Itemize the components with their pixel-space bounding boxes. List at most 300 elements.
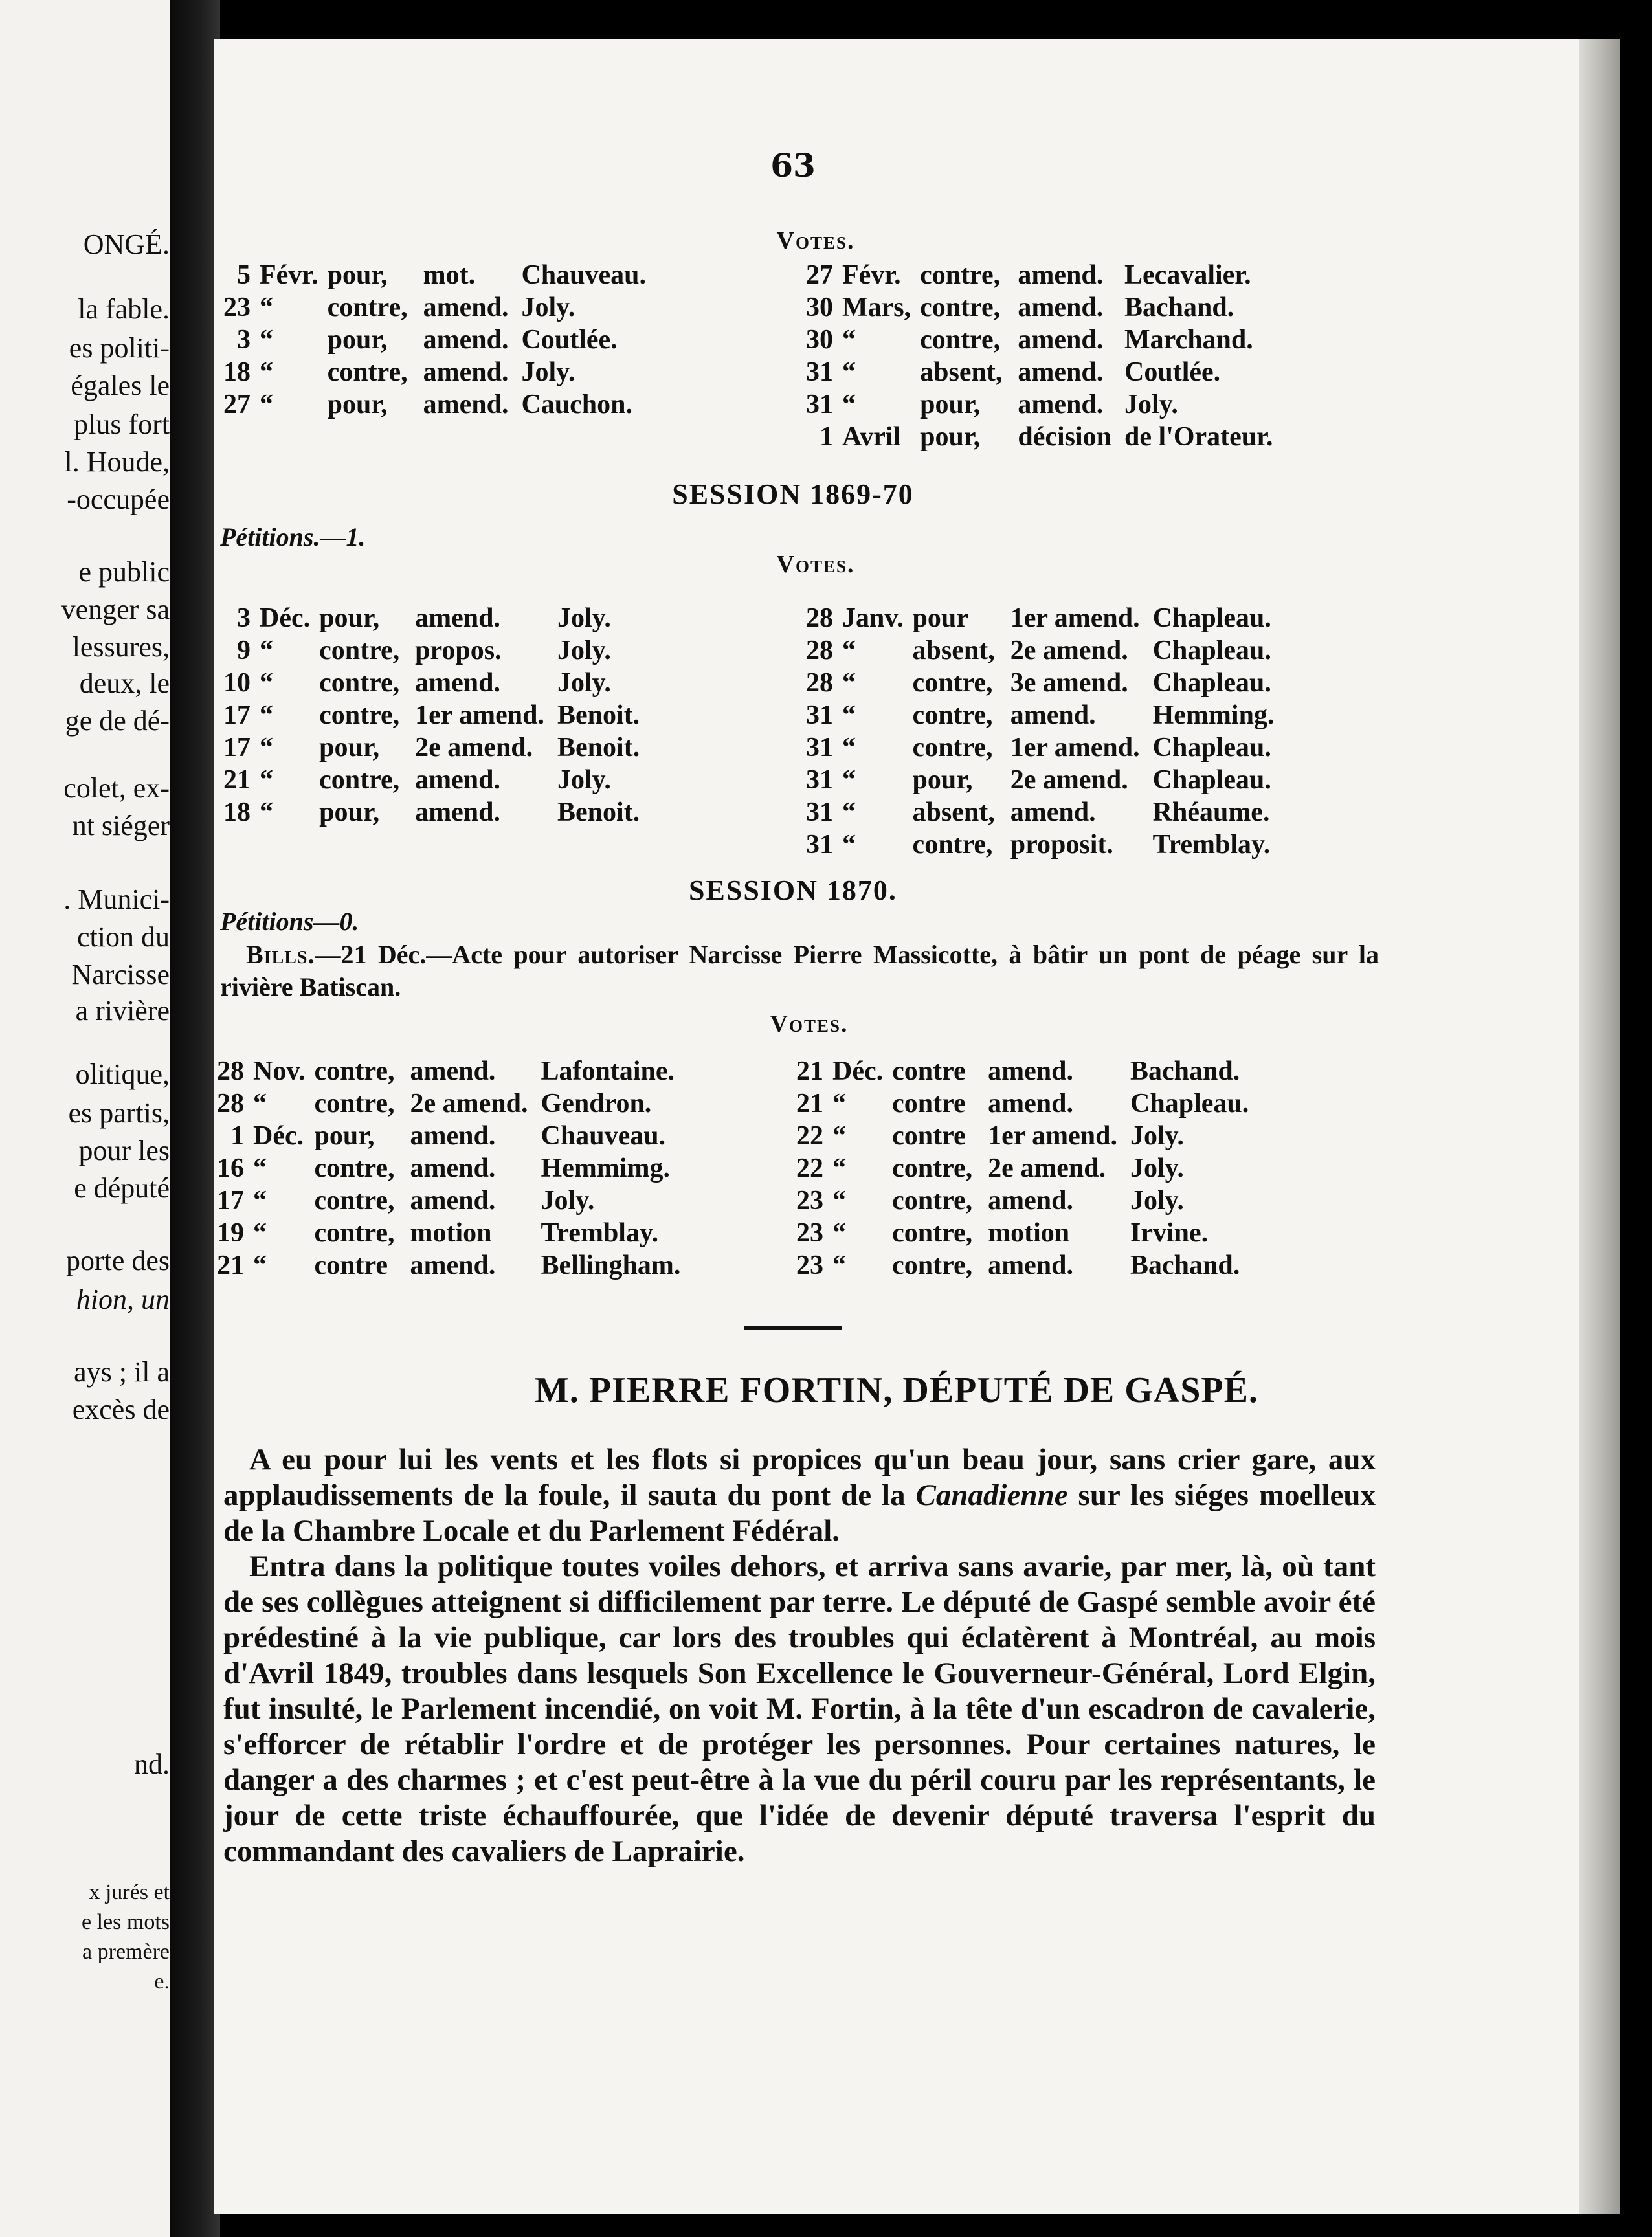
left-page-line: es partis, (68, 1097, 170, 1129)
left-page-line: . Munici- (63, 884, 170, 915)
vote-member: Chapleau. (1152, 733, 1271, 762)
vote-day: 31 (806, 733, 833, 762)
vote-day: 19 (217, 1218, 244, 1248)
left-page-line: e les mots (82, 1910, 170, 1934)
vote-row (806, 324, 1273, 356)
vote-row (806, 356, 1273, 388)
vote-row (806, 796, 1274, 829)
vote-motion: 1er amend. (1010, 603, 1140, 633)
vote-motion: amend. (410, 1186, 496, 1216)
vote-month: “ (842, 357, 856, 387)
vote-row (806, 699, 1274, 731)
votes-table-right (806, 602, 1274, 861)
left-page-line: olitique, (75, 1058, 170, 1090)
vote-row (223, 356, 646, 388)
vote-motion: amend. (1018, 325, 1104, 355)
vote-month: “ (253, 1251, 267, 1280)
vote-member: Marchand. (1124, 325, 1253, 355)
vote-motion: amend. (410, 1056, 496, 1086)
vote-month: Déc. (260, 603, 311, 633)
vote-value: contre, (920, 325, 1001, 355)
vote-value: contre, (314, 1153, 395, 1183)
vote-month: “ (260, 325, 273, 355)
vote-month: “ (260, 733, 273, 762)
left-page-line: plus fort (74, 408, 170, 440)
vote-row (223, 764, 640, 796)
vote-row (806, 829, 1274, 861)
vote-member: Coutlée. (1124, 357, 1221, 387)
vote-month: “ (260, 668, 273, 698)
vote-member: Gendron. (541, 1089, 652, 1118)
paragraph-text: A eu pour lui les vents et les flots si propices qu'un beau jour, sans crier gare, aux applaudissements de la foule, il sauta du pont de la (223, 1443, 1376, 1512)
vote-member: Bellingham. (541, 1251, 681, 1280)
vote-motion: amend. (410, 1153, 496, 1183)
vote-month: Nov. (253, 1056, 306, 1086)
left-page-line: a rivière (75, 995, 170, 1027)
vote-row (223, 388, 646, 421)
vote-day: 1 (230, 1121, 244, 1151)
vote-motion: amend. (1018, 293, 1104, 322)
vote-row (796, 1249, 1249, 1282)
vote-day: 28 (217, 1089, 244, 1118)
vote-day: 17 (217, 1186, 244, 1216)
vote-row (223, 324, 646, 356)
ship-name: Canadienne (915, 1478, 1068, 1512)
vote-motion: 2e amend. (1010, 765, 1128, 795)
vote-month: “ (842, 765, 856, 795)
vote-value: contre, (314, 1089, 395, 1118)
left-page-line: e public (78, 556, 170, 588)
vote-value: contre, (319, 700, 400, 730)
left-page-line: excès de (72, 1394, 170, 1425)
vote-month: “ (842, 733, 856, 762)
vote-month: “ (253, 1218, 267, 1248)
vote-member: Chapleau. (1130, 1089, 1249, 1118)
vote-day: 31 (806, 390, 833, 419)
vote-value: contre, (920, 293, 1001, 322)
vote-day: 27 (806, 260, 833, 290)
vote-month: Déc. (253, 1121, 304, 1151)
votes-table-left (223, 602, 640, 829)
vote-value: contre, (314, 1186, 395, 1216)
vote-day: 31 (806, 700, 833, 730)
vote-member: Irvine. (1130, 1218, 1209, 1248)
vote-value: contre, (912, 830, 993, 860)
vote-member: Tremblay. (541, 1218, 659, 1248)
vote-value: contre, (327, 293, 408, 322)
vote-motion: amend. (415, 668, 500, 698)
vote-member: Bachand. (1124, 293, 1234, 322)
left-page-line: ction du (77, 921, 170, 953)
left-page-line: pour les (78, 1135, 170, 1166)
vote-value: pour, (314, 1121, 375, 1151)
vote-month: “ (253, 1153, 267, 1183)
vote-month: “ (842, 325, 856, 355)
vote-member: Chapleau. (1152, 603, 1271, 633)
vote-row (806, 764, 1274, 796)
vote-value: contre, (892, 1218, 973, 1248)
vote-member: Joly. (557, 603, 611, 633)
vote-member: Joly. (1124, 390, 1178, 419)
biography-text (223, 1442, 1376, 1869)
vote-motion: amend. (423, 293, 509, 322)
vote-member: Benoit. (557, 733, 640, 762)
left-page-line: nd. (134, 1748, 170, 1780)
vote-row (217, 1055, 680, 1087)
vote-motion: amend. (415, 765, 500, 795)
vote-row (806, 634, 1274, 667)
vote-row (223, 259, 646, 291)
vote-value: absent, (912, 797, 995, 827)
vote-motion: amend. (988, 1186, 1073, 1216)
left-page-line: Narcisse (71, 959, 170, 990)
vote-month: “ (832, 1089, 846, 1118)
vote-day: 18 (223, 357, 251, 387)
vote-day: 16 (217, 1153, 244, 1183)
vote-motion: amend. (415, 797, 500, 827)
vote-day: 31 (806, 357, 833, 387)
votes-heading: Votes. (776, 551, 855, 578)
vote-row (223, 699, 640, 731)
vote-month: “ (260, 700, 273, 730)
left-page-line: hion, un (76, 1284, 170, 1315)
vote-day: 23 (796, 1251, 823, 1280)
vote-row (796, 1087, 1249, 1120)
vote-value: contre, (314, 1218, 395, 1248)
vote-member: Lecavalier. (1124, 260, 1251, 290)
vote-motion: 3e amend. (1010, 668, 1128, 698)
vote-day: 21 (217, 1251, 244, 1280)
vote-day: 23 (223, 293, 251, 322)
page-edge (1579, 39, 1620, 2214)
vote-value: contre, (892, 1153, 973, 1183)
vote-motion: amend. (1010, 797, 1096, 827)
vote-day: 30 (806, 325, 833, 355)
vote-day: 28 (806, 668, 833, 698)
vote-member: Chapleau. (1152, 668, 1271, 698)
vote-month: “ (260, 765, 273, 795)
vote-member: Joly. (557, 668, 611, 698)
vote-member: Chauveau. (541, 1121, 666, 1151)
vote-day: 31 (806, 797, 833, 827)
vote-day: 9 (237, 636, 251, 665)
vote-row (223, 667, 640, 699)
vote-row (223, 291, 646, 324)
vote-month: “ (832, 1251, 846, 1280)
vote-value: pour (912, 603, 968, 633)
vote-month: “ (832, 1186, 846, 1216)
vote-motion: motion (988, 1218, 1070, 1248)
vote-motion: amend. (410, 1251, 496, 1280)
left-page (0, 0, 170, 2237)
vote-motion: 2e amend. (1010, 636, 1128, 665)
votes-heading: Votes. (776, 227, 855, 254)
vote-member: Rhéaume. (1152, 797, 1270, 827)
vote-day: 23 (796, 1186, 823, 1216)
vote-member: Benoit. (557, 700, 640, 730)
vote-member: Hemmimg. (541, 1153, 670, 1183)
votes-table-right (806, 259, 1273, 453)
vote-member: Joly. (1130, 1153, 1184, 1183)
vote-member: Joly. (1130, 1121, 1184, 1151)
vote-row (796, 1120, 1249, 1152)
vote-day: 3 (237, 325, 251, 355)
vote-row (223, 602, 640, 634)
left-page-line: a premère (82, 1940, 170, 1964)
bills-label: Bills. (246, 940, 315, 969)
vote-day: 21 (223, 765, 251, 795)
vote-member: Chapleau. (1152, 765, 1271, 795)
vote-motion: décision (1018, 422, 1112, 452)
vote-row (806, 388, 1273, 421)
vote-month: “ (260, 293, 273, 322)
vote-month: “ (842, 700, 856, 730)
vote-member: de l'Orateur. (1124, 422, 1273, 452)
vote-value: contre, (912, 668, 993, 698)
vote-month: “ (842, 390, 856, 419)
vote-value: pour, (327, 390, 388, 419)
vote-value: contre, (892, 1186, 973, 1216)
vote-motion: 2e amend. (415, 733, 533, 762)
vote-day: 17 (223, 733, 251, 762)
vote-row (806, 667, 1274, 699)
left-page-line: colet, ex- (63, 772, 170, 804)
vote-member: Joly. (521, 293, 575, 322)
petitions-line: Pétitions.—1. (220, 522, 366, 551)
paragraph (223, 1442, 1376, 1549)
vote-month: Févr. (842, 260, 901, 290)
vote-month: Mars, (842, 293, 911, 322)
vote-value: pour, (327, 260, 388, 290)
vote-month: Avril (842, 422, 901, 452)
vote-month: “ (253, 1186, 267, 1216)
vote-row (223, 731, 640, 764)
vote-value: pour, (920, 422, 981, 452)
vote-row (796, 1055, 1249, 1087)
vote-row (223, 634, 640, 667)
vote-day: 31 (806, 830, 833, 860)
vote-month: “ (842, 636, 856, 665)
vote-member: Joly. (557, 765, 611, 795)
vote-month: “ (832, 1153, 846, 1183)
vote-value: pour, (912, 765, 973, 795)
vote-day: 21 (796, 1056, 823, 1086)
vote-month: “ (842, 797, 856, 827)
book-gutter (170, 0, 220, 2237)
left-page-line: venger sa (61, 594, 170, 625)
vote-value: contre (892, 1056, 966, 1086)
vote-value: contre, (319, 765, 400, 795)
vote-member: Tremblay. (1152, 830, 1271, 860)
vote-row (223, 796, 640, 829)
vote-motion: mot. (423, 260, 476, 290)
vote-motion: amend. (1018, 390, 1104, 419)
vote-day: 17 (223, 700, 251, 730)
vote-motion: motion (410, 1218, 492, 1248)
vote-month: Déc. (832, 1056, 884, 1086)
vote-day: 5 (237, 260, 251, 290)
vote-member: Hemming. (1152, 700, 1275, 730)
left-page-line: porte des (65, 1245, 170, 1276)
left-page-line: ays ; il a (74, 1356, 170, 1388)
vote-month: “ (260, 797, 273, 827)
vote-motion: amend. (423, 357, 509, 387)
vote-value: pour, (319, 603, 380, 633)
left-page-line: -occupée (67, 484, 170, 515)
vote-motion: 2e amend. (988, 1153, 1106, 1183)
vote-day: 22 (796, 1121, 823, 1151)
vote-motion: propos. (415, 636, 502, 665)
vote-row (806, 602, 1274, 634)
left-page-line: nt siéger (72, 810, 170, 841)
left-page-line: ge de dé- (65, 705, 170, 737)
vote-day: 30 (806, 293, 833, 322)
vote-value: contre, (912, 733, 993, 762)
vote-row (806, 291, 1273, 324)
vote-member: Bachand. (1130, 1251, 1240, 1280)
vote-member: Joly. (1130, 1186, 1184, 1216)
paragraph: Entra dans la politique toutes voiles dehors, et arriva sans avarie, par mer, là, où tant de ses collègues atteignent si difficilement par terre. Le député de Gaspé semble avoir été prédestiné à la vie publique, car lors des troubles qui éclatèrent à Montréal, au mois d'Avril 1849, troubles dans lesquels Son Excellence le Gouverneur-Général, Lord Elgin, fut insulté, le Parlement incendié, on voit M. Fortin, à la tête d'un escadron de cavalerie, s'efforcer de rétablir l'ordre et de protéger les personnes. Pour certaines natures, le danger a des charmes ; et c'est peut-être à la vue du péril couru par les représentants, le jour de cette triste échauffourée, que l'idée de devenir député traversa l'esprit du commandant des cavaliers de Laprairie. (223, 1550, 1376, 1868)
vote-day: 3 (237, 603, 251, 633)
left-page-line: l. Houde, (64, 446, 170, 478)
vote-member: Joly. (521, 357, 575, 387)
vote-motion: amend. (415, 603, 500, 633)
vote-member: Benoit. (557, 797, 640, 827)
vote-motion: 1er amend. (415, 700, 545, 730)
vote-row (806, 421, 1273, 453)
vote-month: “ (842, 668, 856, 698)
vote-day: 10 (223, 668, 251, 698)
vote-value: contre, (319, 668, 400, 698)
vote-value: contre (892, 1089, 966, 1118)
vote-member: Chapleau. (1152, 636, 1271, 665)
vote-motion: amend. (988, 1251, 1073, 1280)
vote-member: Coutlée. (521, 325, 618, 355)
vote-motion: amend. (988, 1089, 1073, 1118)
vote-row (217, 1249, 680, 1282)
vote-row (217, 1120, 680, 1152)
votes-heading: Votes. (770, 1010, 849, 1038)
vote-value: contre, (892, 1251, 973, 1280)
session-heading: SESSION 1870. (689, 874, 897, 906)
left-page-line: lessures, (72, 631, 170, 663)
paragraph-text: sur les siéges moelleux de la Chambre Locale et du Parlement Fédéral. (223, 1478, 1376, 1548)
vote-row (796, 1152, 1249, 1185)
left-page-line: e député (74, 1172, 170, 1204)
vote-day: 28 (806, 636, 833, 665)
vote-row (217, 1087, 680, 1120)
vote-day: 27 (223, 390, 251, 419)
vote-motion: amend. (1018, 260, 1104, 290)
vote-value: contre, (319, 636, 400, 665)
vote-motion: proposit. (1010, 830, 1113, 860)
vote-month: “ (842, 830, 856, 860)
vote-motion: amend. (410, 1121, 496, 1151)
vote-member: Chauveau. (521, 260, 647, 290)
votes-table-right (796, 1055, 1249, 1282)
vote-row (806, 731, 1274, 764)
left-page-line: es politi- (69, 332, 170, 364)
vote-month: Févr. (260, 260, 318, 290)
vote-day: 28 (217, 1056, 244, 1086)
left-page-line: la fable. (78, 293, 170, 325)
vote-row (217, 1152, 680, 1185)
vote-day: 1 (820, 422, 833, 452)
vote-member: Joly. (541, 1186, 595, 1216)
vote-member: Cauchon. (521, 390, 633, 419)
left-page-line: e. (154, 1970, 170, 1994)
vote-value: contre (314, 1251, 388, 1280)
section-divider (744, 1326, 842, 1330)
vote-motion: amend. (1010, 700, 1096, 730)
vote-day: 21 (796, 1089, 823, 1118)
vote-day: 18 (223, 797, 251, 827)
vote-month: “ (260, 390, 273, 419)
vote-member: Bachand. (1130, 1056, 1240, 1086)
vote-member: Lafontaine. (541, 1056, 675, 1086)
vote-value: pour, (319, 733, 380, 762)
left-page-line: égales le (71, 370, 170, 401)
section-title: M. PIERRE FORTIN, DÉPUTÉ DE GASPÉ. (535, 1370, 1258, 1410)
vote-motion: amend. (423, 325, 509, 355)
vote-motion: 1er amend. (988, 1121, 1118, 1151)
vote-motion: amend. (1018, 357, 1104, 387)
vote-month: “ (253, 1089, 267, 1118)
votes-table-left (217, 1055, 680, 1282)
petitions-line: Pétitions—0. (220, 907, 359, 936)
vote-row (796, 1217, 1249, 1249)
vote-value: pour, (319, 797, 380, 827)
vote-row (796, 1185, 1249, 1217)
scan-border (1620, 0, 1652, 2237)
vote-value: contre, (920, 260, 1001, 290)
vote-value: contre, (327, 357, 408, 387)
vote-day: 23 (796, 1218, 823, 1248)
session-heading: SESSION 1869-70 (672, 478, 914, 510)
vote-motion: 2e amend. (410, 1089, 528, 1118)
votes-table-left (223, 259, 646, 421)
vote-value: pour, (920, 390, 981, 419)
vote-member: Joly. (557, 636, 611, 665)
bills-text: —21 Déc.—Acte pour autoriser Narcisse Pierre Massicotte, à bâtir un pont de péage sur la rivière Batiscan. (220, 940, 1379, 1001)
vote-value: contre (892, 1121, 966, 1151)
vote-value: contre, (314, 1056, 395, 1086)
vote-row (217, 1217, 680, 1249)
page-number: 63 (770, 146, 816, 184)
left-page-line: x jurés et (89, 1880, 170, 1904)
vote-motion: amend. (988, 1056, 1073, 1086)
vote-row (806, 259, 1273, 291)
vote-month: “ (832, 1218, 846, 1248)
vote-motion: 1er amend. (1010, 733, 1140, 762)
vote-month: “ (260, 636, 273, 665)
vote-month: “ (260, 357, 273, 387)
vote-value: absent, (920, 357, 1003, 387)
vote-value: absent, (912, 636, 995, 665)
vote-motion: amend. (423, 390, 509, 419)
vote-value: contre, (912, 700, 993, 730)
vote-value: pour, (327, 325, 388, 355)
bills-entry (220, 939, 1379, 1003)
vote-row (217, 1185, 680, 1217)
vote-month: Janv. (842, 603, 904, 633)
left-page-line: deux, le (79, 667, 170, 699)
vote-day: 22 (796, 1153, 823, 1183)
vote-day: 31 (806, 765, 833, 795)
vote-day: 28 (806, 603, 833, 633)
vote-month: “ (832, 1121, 846, 1151)
left-page-line: ONGÉ. (83, 228, 170, 260)
